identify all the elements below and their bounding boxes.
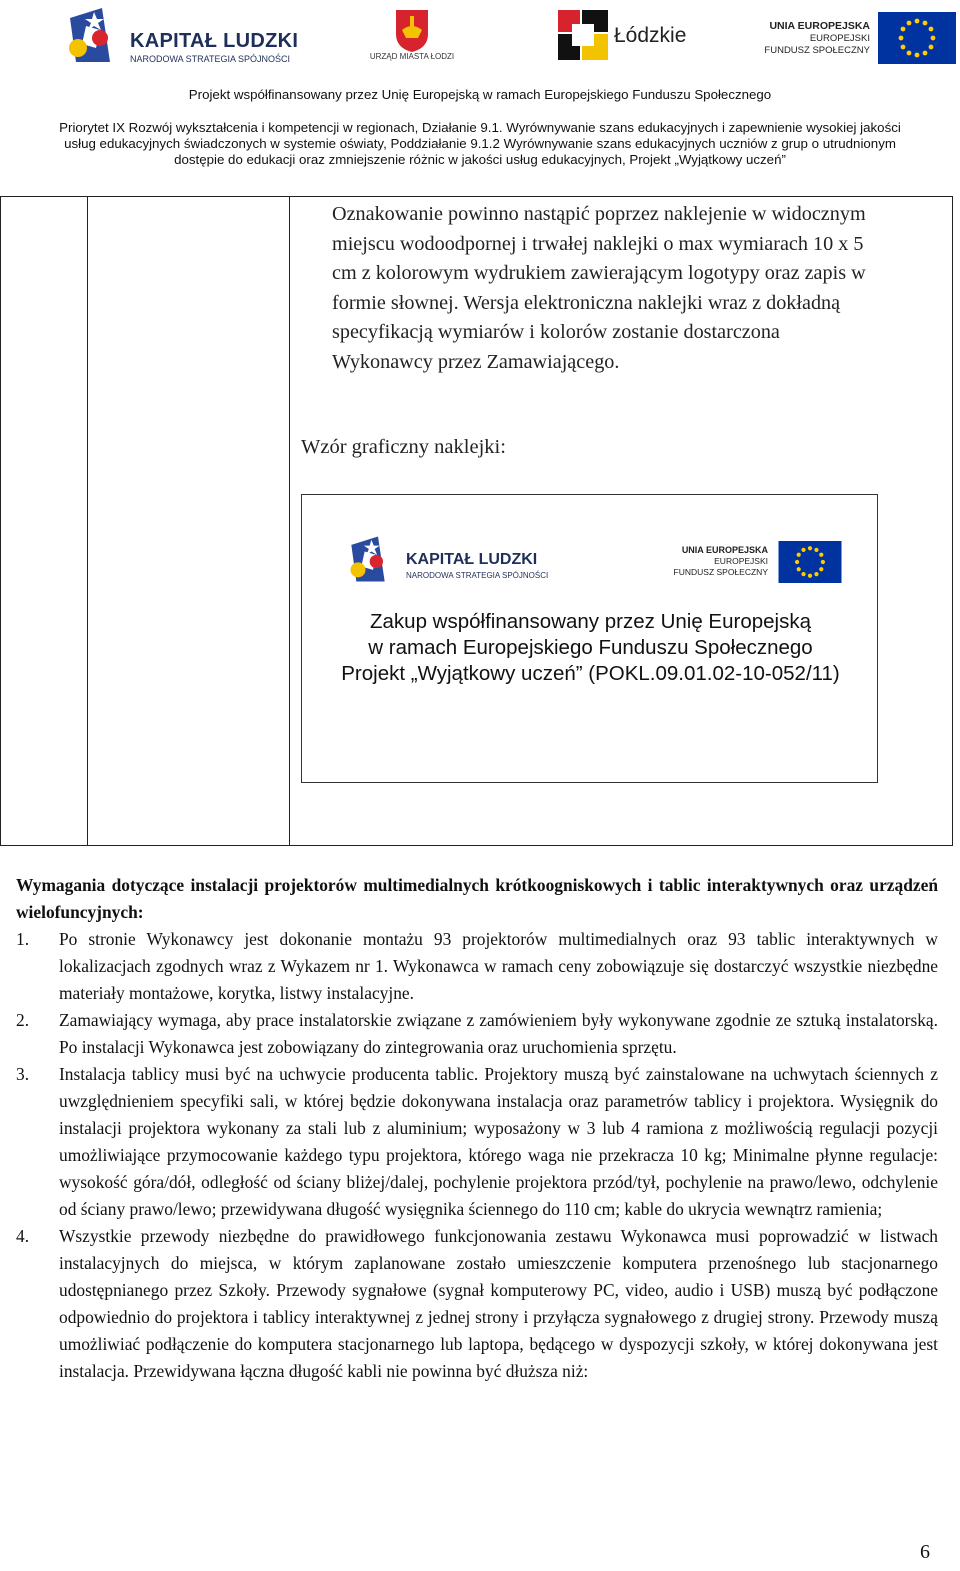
eu-label-line3: FUNDUSZ SPOŁECZNY (764, 45, 870, 56)
sticker-eu-line2: EUROPEJSKI (714, 556, 768, 566)
lodzkie-logo (558, 10, 698, 62)
sticker-eu-logo (672, 541, 844, 585)
sticker-kl-subtitle: NARODOWA STRATEGIA SPÓJNOŚCI (406, 571, 549, 580)
urzad-miasta-logo (366, 8, 458, 66)
eu-flag-icon (878, 12, 956, 64)
table-column-divider (289, 197, 290, 845)
paragraph-line: cm z kolorowym wydrukiem zawierającym logotypy oraz zapis w (332, 262, 866, 285)
list-item-text: Po stronie Wykonawcy jest dokonanie montażu 93 projektorów multimedialnych oraz 93 tablic interaktywnych w lokalizacjach zgodnych wraz z Wykazem nr 1. Wykonawca w ramach ceny zobowiązuje się dostarczyć wszystkie niezbędne materiały montażowe, korytka, listwy instalacyjne. (59, 929, 938, 1003)
list-item-number: 2. (16, 1010, 30, 1030)
list-item-text: Wszystkie przewody niezbędne do prawidłowego funkcjonowania zestawu Wykonawca musi poprowadzić w listwach instalacyjnych do miejsca, w którym zaplanowane zostało umieszczenie komputera przenośnego lub stacjonarnego udostępnianego przez Szkoły. Przewody sygnałowe (sygnał komputerowy PC, video, audio i USB) muszą być podłączone odpowiednio do projektora i tablicy interaktywnej z jednej strony i przyłącza sygnałowego z drugiej strony. Przewody muszą umożliwiać podłączenie do komputera stacjonarnego lub laptopa, będącego w dyspozycji szkoły, w której dokonywana jest instalacja. Przewidywana łączna długość kabli nie powinna być dłuższa niż: (59, 1226, 938, 1381)
requirements-section (16, 872, 938, 1385)
paragraph-line: Wykonawcy przez Zamawiającego. (332, 350, 620, 373)
list-item (16, 1007, 938, 1061)
sticker-text-line: Projekt „Wyjątkowy uczeń” (POKL.09.01.02-10-052/11) (341, 662, 840, 685)
list-item-text: Zamawiający wymaga, aby prace instalatorskie związane z zamówieniem były wykonywane zgodnie ze sztuką instalatorską. Po instalacji Wykonawca jest zobowiązany do zintegrowania oraz uruchomienia sprzętu. (59, 1010, 938, 1057)
table-column-divider (87, 197, 88, 845)
urzad-miasta-label: URZĄD MIASTA ŁODZI (369, 52, 455, 61)
kapital-ludzki-emblem-icon (66, 4, 126, 66)
priority-line-1: Priorytet IX Rozwój wykształcenia i kompetencji w regionach, Działanie 9.1. Wyrównywanie szans edukacyjnych i zapewnienie wysokiej jakości (59, 120, 901, 135)
list-item-number: 1. (16, 929, 30, 949)
eu-flag-icon (776, 541, 844, 583)
unia-europejska-logo (766, 12, 956, 64)
list-item (16, 1223, 938, 1385)
eu-label-line1: UNIA EUROPEJSKA (769, 20, 870, 32)
eu-label-line2: EUROPEJSKI (809, 33, 870, 44)
list-item (16, 1061, 938, 1223)
paragraph-line: Oznakowanie powinno nastąpić poprzez naklejenie w widocznym (332, 203, 866, 225)
kapital-ludzki-title: KAPITAŁ LUDZKI (130, 30, 299, 52)
paragraph-line: formie słownej. Wersja elektroniczna naklejki wraz z dokładną (332, 291, 841, 314)
paragraph-line: specyfikacją wymiarów i kolorów zostanie dostarczona (332, 321, 780, 344)
lodz-city-crest-icon (366, 8, 458, 52)
page-number: 6 (920, 1541, 930, 1563)
list-item-text: Instalacja tablicy musi być na uchwycie producenta tablic. Projektory muszą być zainstalowane na uchwytach ściennych z uwzględnieniem specyfiki sali, w której będzie dokonywana instalacja oraz parametrów tablicy i projektora. Wysięgnik do instalacji projektora wykonany za stali lub z aluminium; wyposażony w 3 lub 4 ramiona z możliwością regulacji pozycji umożliwiające przymocowanie każdego typu projektora, którego waga nie przekracza 10 kg; Minimalne płynne regulacje: wysokość góra/dół, odległość od ściany bliżej/dalej, pochylenie projektora przód/tył, pochylenie na prawo/lewo, odchylenie od ściany prawo/lewo; przewidywana długość wysięgnika ściennego do 110 cm; kable do ukrycia wewnątrz ramienia; (59, 1064, 938, 1219)
kapital-ludzki-subtitle: NARODOWA STRATEGIA SPÓJNOŚCI (130, 54, 291, 64)
list-item-number: 4. (16, 1226, 30, 1246)
list-item (16, 926, 938, 1007)
sticker-sample (301, 494, 878, 783)
list-item-number: 3. (16, 1064, 30, 1084)
sticker-text (302, 609, 879, 687)
sticker-kl-title: KAPITAŁ LUDZKI (406, 551, 538, 568)
requirements-heading: Wymagania dotyczące instalacji projektorów multimedialnych krótkoogniskowych i tablic interaktywnych oraz urządzeń wielofuncyjnych: (16, 875, 938, 922)
paragraph-line: miejscu wodoodpornej i trwałej naklejki o max wymiarach 10 x 5 (332, 232, 864, 255)
lodzkie-label: Łódzkie (614, 24, 687, 47)
labeling-paragraph (332, 200, 932, 378)
cofinance-line: Projekt współfinansowany przez Unię Europejską w ramach Europejskiego Funduszu Społecznego (188, 87, 772, 102)
sticker-pattern-label: Wzór graficzny naklejki: (301, 436, 506, 458)
priority-line-2: usług edukacyjnych świadczonych w systemie oświaty, Poddziałanie 9.1.2 Wyrównywanie szans edukacyjnych uczniów z grup o utrudnionym (64, 136, 896, 151)
lodzkie-region-icon (558, 10, 608, 60)
sticker-kapital-ludzki-logo (348, 531, 578, 593)
priority-line-3: dostępie do edukacji oraz zmniejszenie różnic w jakości usług edukacyjnych, Projekt „Wyjątkowy uczeń” (174, 152, 786, 167)
sticker-text-line: w ramach Europejskiego Funduszu Społecznego (368, 636, 813, 659)
sticker-text-line: Zakup współfinansowany przez Unię Europejską (370, 610, 811, 633)
sticker-eu-line1: UNIA EUROPEJSKA (681, 545, 768, 555)
kapital-ludzki-logo (66, 4, 306, 66)
sticker-eu-line3: FUNDUSZ SPOŁECZNY (673, 567, 768, 577)
kapital-ludzki-emblem-icon (348, 531, 398, 587)
